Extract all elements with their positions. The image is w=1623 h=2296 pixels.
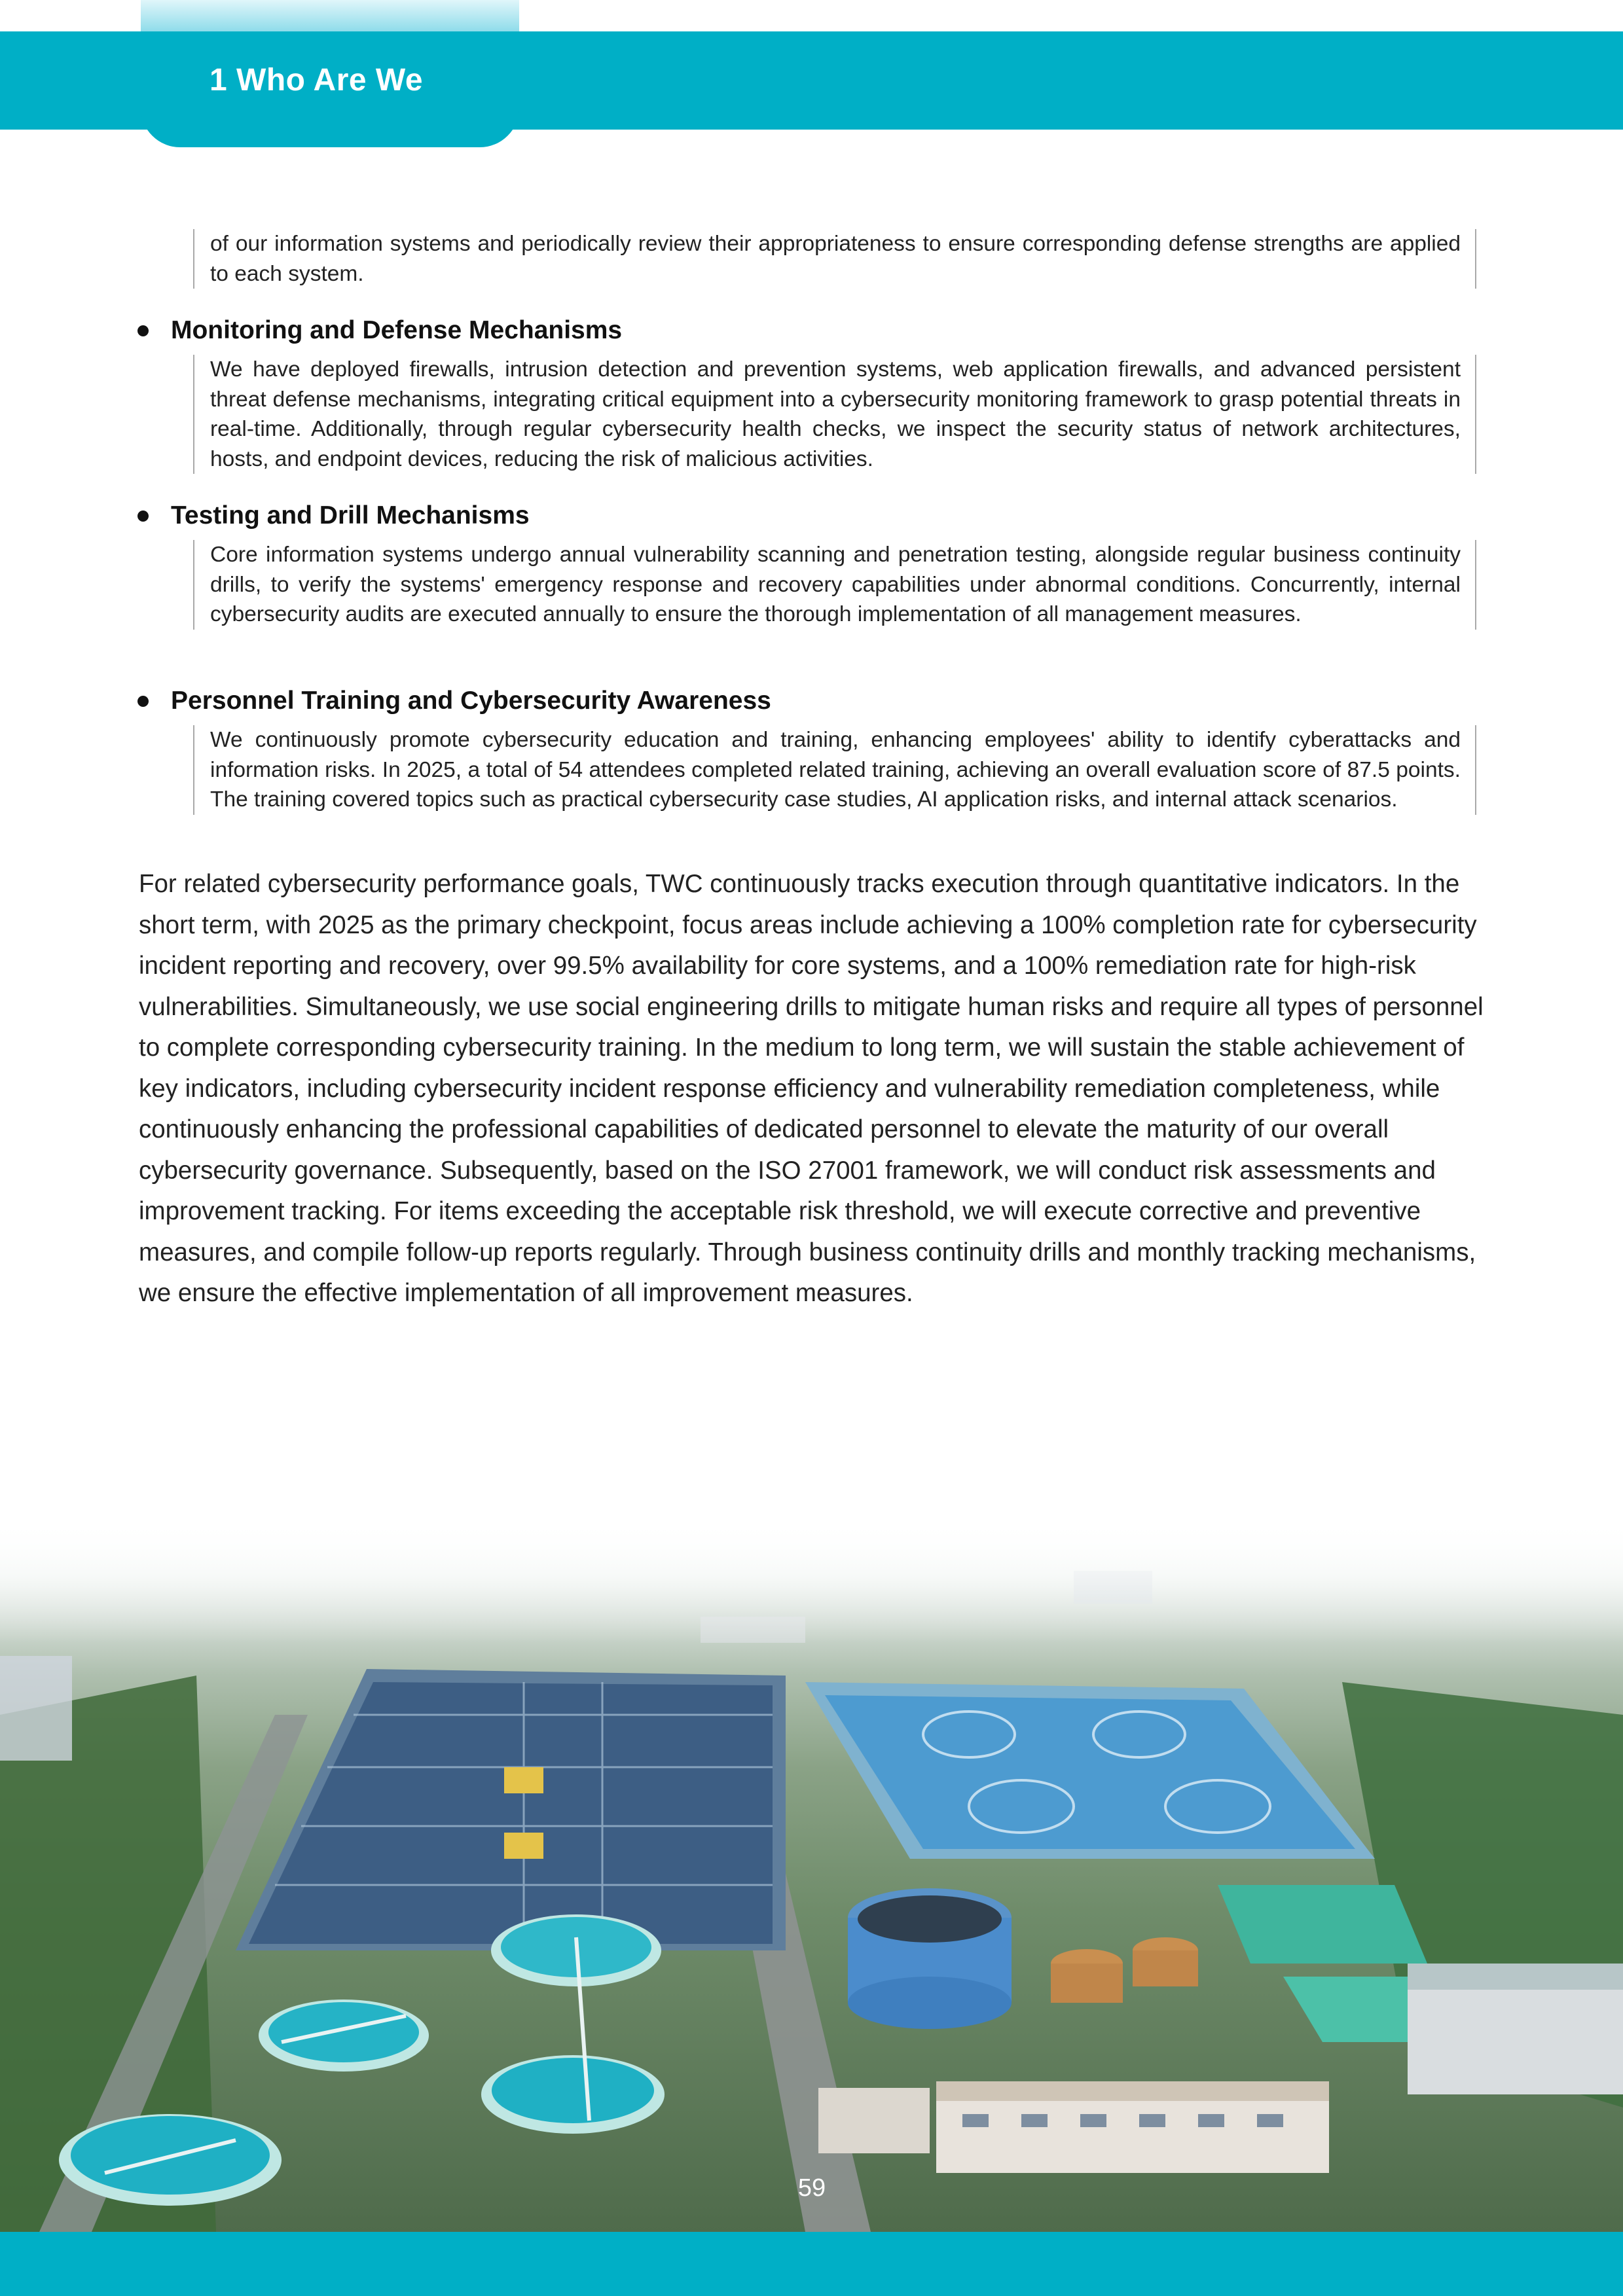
monitoring-text-block: We have deployed firewalls, intrusion detection and prevention systems, web application firewalls, and advanced persistent threat defense mechanisms, integrating critical equipment into a cybersecurity monitoring framework to grasp potential threats in real-time. Additionally, through regular cybersecurity health checks, we inspect the security status of network architectures, hosts, and endpoint devices, reducing the risk of malicious activities. — [193, 355, 1476, 474]
header-tab — [141, 105, 519, 147]
bullet-icon — [137, 325, 149, 336]
bullet-heading — [137, 314, 622, 347]
testing-text-block: Core information systems undergo annual vulnerability scanning and penetration testing, alongside regular business continuity drills, to verify the systems' emergency response and recovery capabilities under abnormal conditions. Concurrently, internal cybersecurity audits are executed annually to ensure the thorough implementation of all management measures. — [193, 540, 1476, 630]
bullet-heading — [137, 499, 530, 532]
bullet-icon — [137, 511, 149, 522]
header-tab-highlight — [141, 0, 519, 31]
bullet-title: Testing and Drill Mechanisms — [171, 501, 530, 529]
photo-top-fade — [0, 1518, 1623, 1643]
water-treatment-plant-photo — [0, 1518, 1623, 2232]
page-number: 59 — [797, 2174, 826, 2202]
performance-goals-paragraph: For related cybersecurity performance goals, TWC continuously tracks execution through quantitative indicators. In the short term, with 2025 as the primary checkpoint, focus areas include achieving a 100% completion rate for cybersecurity incident reporting and recovery, over 99.5% availability for core systems, and a 100% remediation rate for high-risk vulnerabilities. Simultaneously, we use social engineering drills to mitigate human risks and require all types of personnel to complete corresponding cybersecurity training. In the medium to long term, we will sustain the stable achievement of key indicators, including cybersecurity incident response efficiency and vulnerability remediation completeness, while continuously enhancing the professional capabilities of dedicated personnel to elevate the maturity of our overall cybersecurity governance. Subsequently, based on the ISO 27001 framework, we will conduct risk assessments and improvement tracking. For items exceeding the acceptable risk threshold, we will execute corrective and preventive measures, and compile follow-up reports regularly. Through business continuity drills and monthly tracking mechanisms, we ensure the effective implementation of all improvement measures. — [139, 870, 1484, 1307]
bullet-title: Monitoring and Defense Mechanisms — [171, 316, 623, 344]
footer-band — [0, 2232, 1623, 2296]
training-text-block: We continuously promote cybersecurity education and training, enhancing employees' ability to identify cyberattacks and information risks. In 2025, a total of 54 attendees completed related training, achieving an overall evaluation score of 87.5 points. The training covered topics such as practical cybersecurity case studies, AI application risks, and internal attack scenarios. — [193, 725, 1476, 815]
bullet-icon — [137, 696, 149, 707]
bullet-heading — [137, 685, 771, 717]
bullet-title: Personnel Training and Cybersecurity Awareness — [171, 687, 771, 715]
continued-text-block: of our information systems and periodically review their appropriateness to ensure corresponding defense strengths are applied to each system. — [193, 229, 1476, 289]
section-title: 1 Who Are We — [210, 63, 424, 98]
